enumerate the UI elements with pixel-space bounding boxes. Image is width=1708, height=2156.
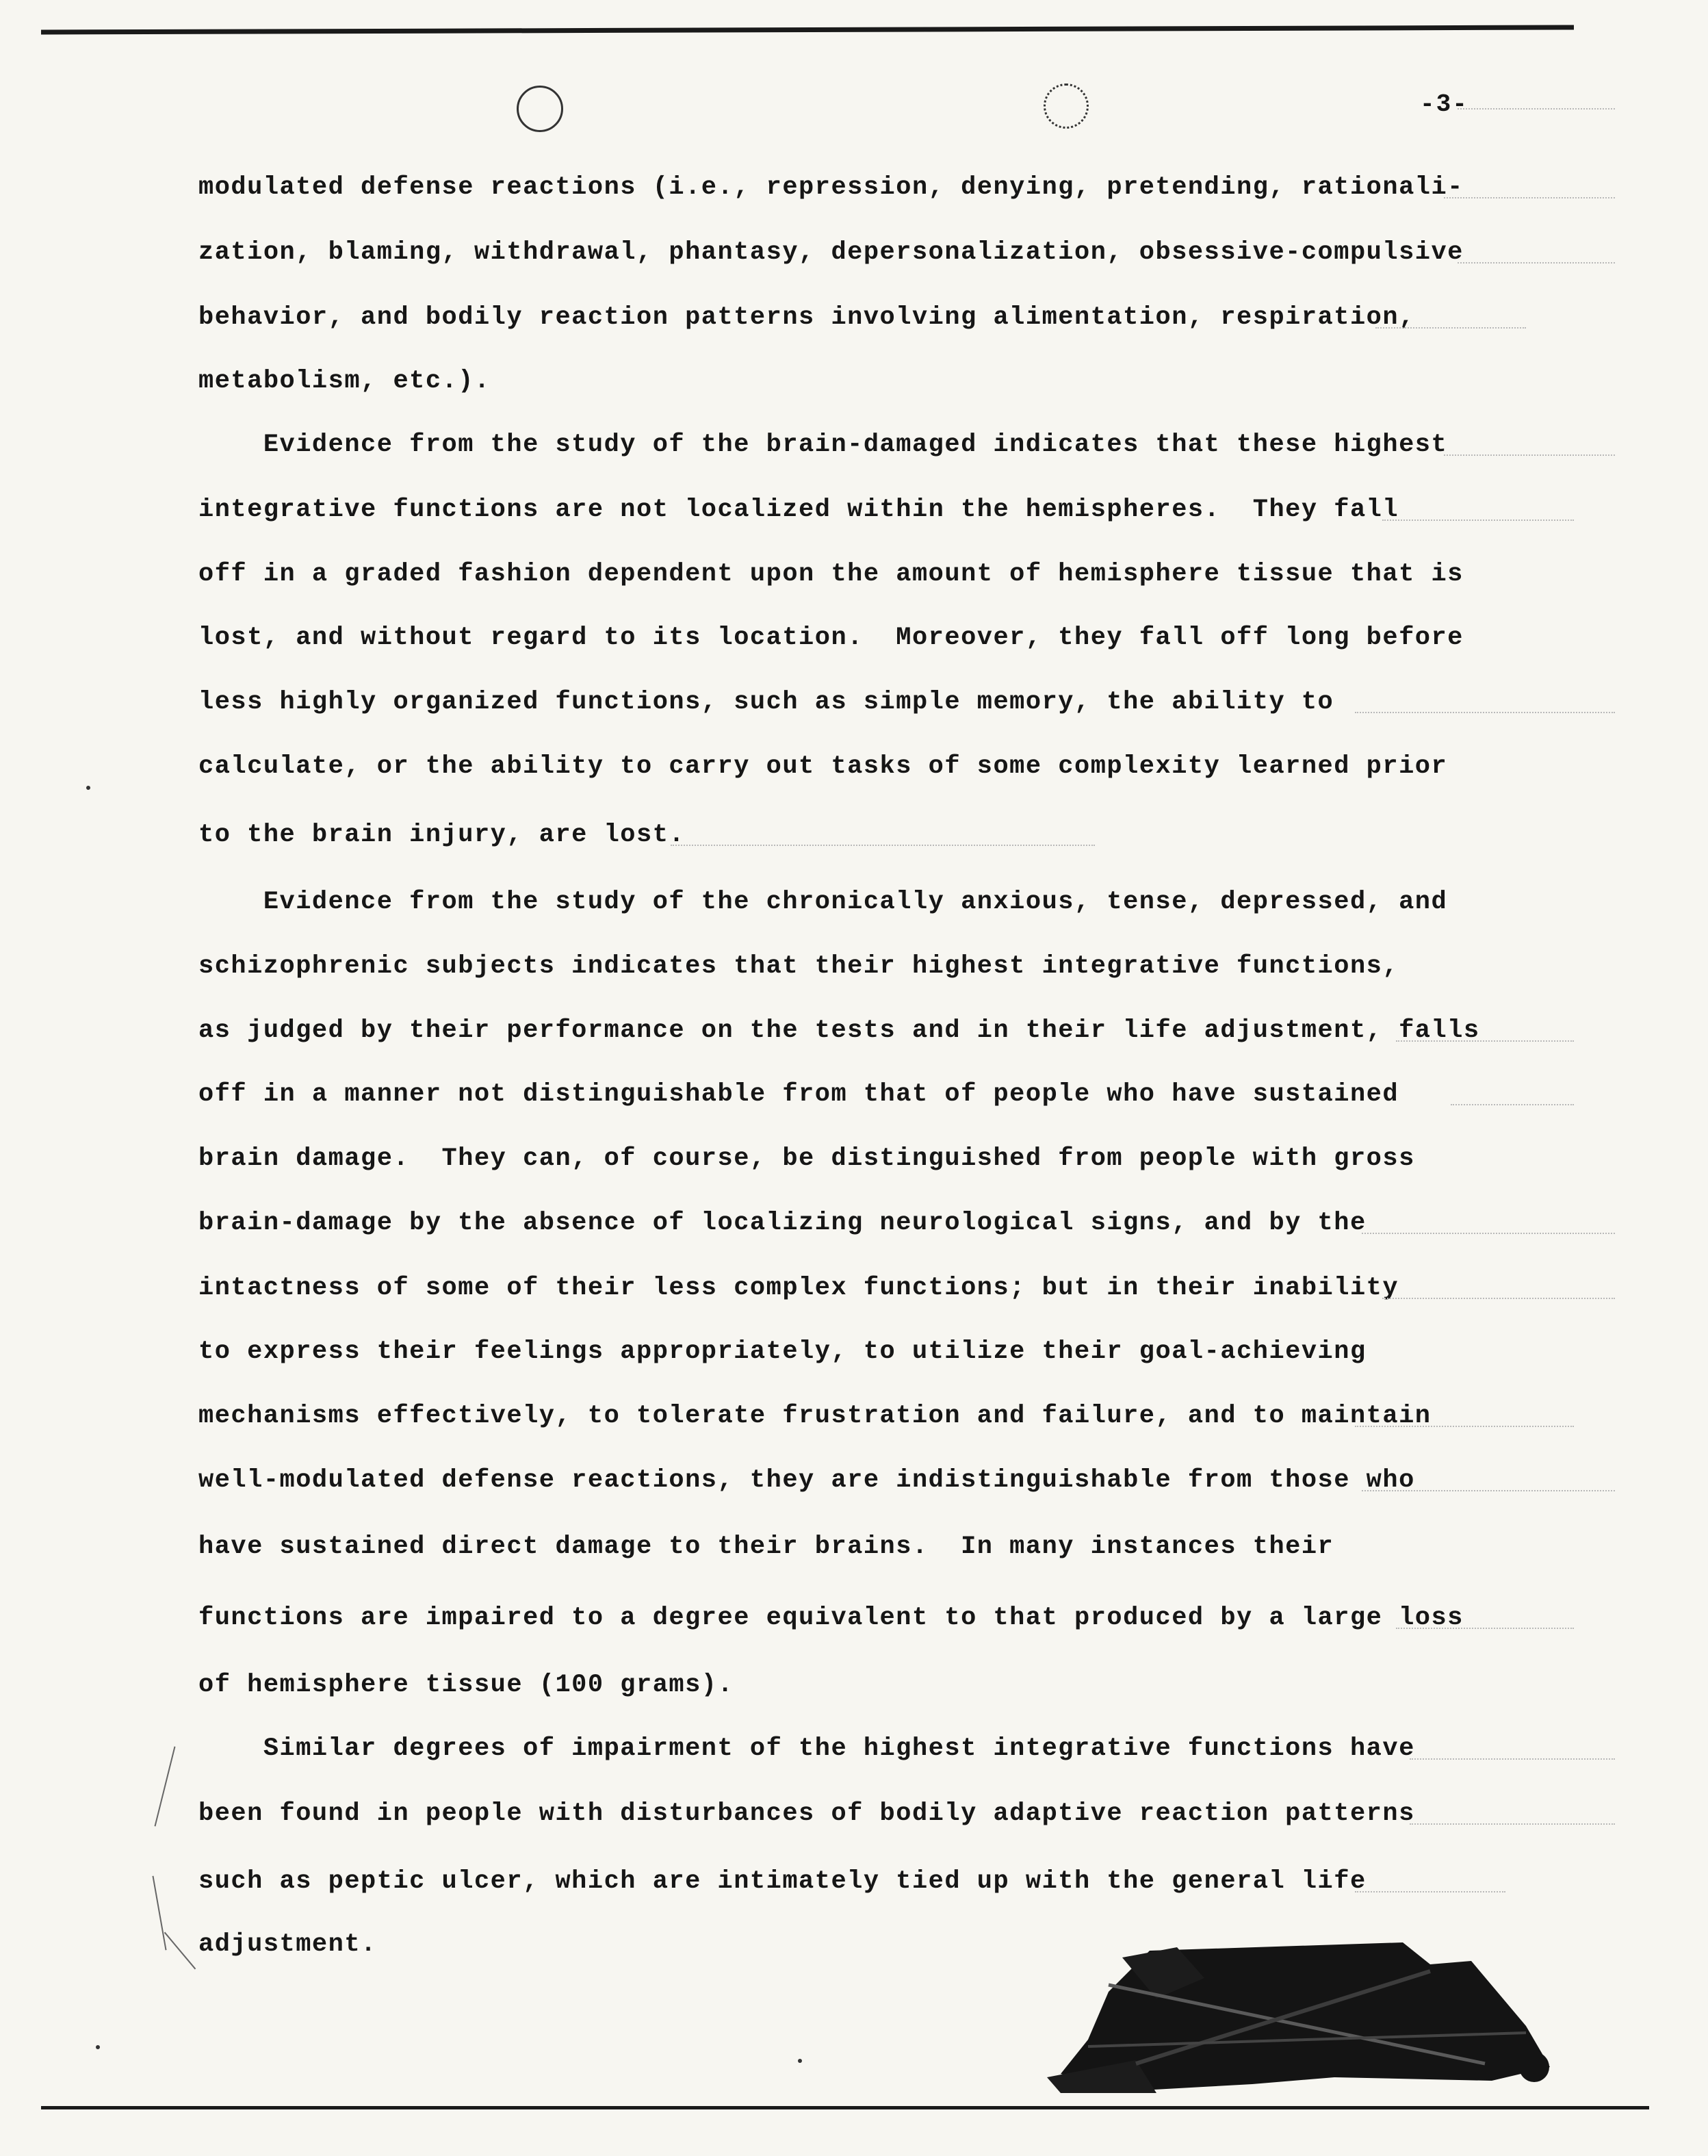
faint-guide-line — [1355, 1426, 1574, 1427]
faint-guide-line — [1362, 1490, 1615, 1491]
text-line: lost, and without regard to its location. Moreover, they fall off long before — [198, 624, 1464, 652]
text-line: mechanisms effectively, to tolerate frustration and failure, and to maintain — [198, 1402, 1432, 1430]
faint-guide-line — [1451, 1104, 1574, 1105]
text-line: Evidence from the study of the chronically anxious, tense, depressed, and — [198, 888, 1448, 916]
header-guide-line — [1458, 108, 1615, 110]
faint-guide-line — [1458, 262, 1615, 264]
faint-guide-line — [1444, 197, 1615, 198]
margin-speck — [798, 2059, 802, 2063]
margin-speck — [86, 786, 90, 790]
text-line: such as peptic ulcer, which are intimately tied up with the general life — [198, 1867, 1367, 1896]
text-line: off in a manner not distinguishable from that of people who have sustained — [198, 1080, 1399, 1109]
faint-guide-line — [1396, 1628, 1574, 1629]
text-line: to express their feelings appropriately, to utilize their goal-achieving — [198, 1337, 1367, 1366]
text-line: off in a graded fashion dependent upon the amount of hemisphere tissue that is — [198, 560, 1464, 589]
margin-mark — [164, 1932, 196, 1970]
text-line: functions are impaired to a degree equivalent to that produced by a large loss — [198, 1604, 1464, 1632]
faint-guide-line — [1382, 1298, 1615, 1299]
text-line: Evidence from the study of the brain-damaged indicates that these highest — [198, 431, 1448, 459]
text-line: have sustained direct damage to their brains. In many instances their — [198, 1532, 1334, 1561]
faint-guide-line — [1444, 454, 1615, 456]
page-number: -3- — [1420, 90, 1468, 118]
text-line: behavior, and bodily reaction patterns involving alimentation, respiration, — [198, 303, 1415, 332]
faint-guide-line — [1355, 712, 1615, 713]
text-line: well-modulated defense reactions, they are indistinguishable from those who — [198, 1466, 1415, 1495]
text-line: calculate, or the ability to carry out tasks of some complexity learned prior — [198, 752, 1448, 781]
text-line: brain damage. They can, of course, be distinguished from people with gross — [198, 1144, 1415, 1173]
text-line: less highly organized functions, such as simple memory, the ability to — [198, 688, 1334, 717]
text-line: of hemisphere tissue (100 grams). — [198, 1671, 734, 1699]
text-line: intactness of some of their less complex functions; but in their inability — [198, 1274, 1399, 1302]
faint-guide-line — [1410, 1823, 1615, 1825]
text-line: brain-damage by the absence of localizing neurological signs, and by the — [198, 1209, 1367, 1237]
text-line: as judged by their performance on the tests and in their life adjustment, falls — [198, 1016, 1480, 1045]
bottom-edge-rule — [41, 2106, 1649, 2109]
redaction-scribble — [1047, 1937, 1553, 2094]
text-line: metabolism, etc.). — [198, 367, 491, 396]
faint-guide-line — [671, 845, 1095, 846]
punch-hole-left — [517, 86, 563, 132]
text-line: adjustment. — [198, 1930, 377, 1959]
text-line: been found in people with disturbances of bodily adaptive reaction patterns — [198, 1799, 1415, 1828]
text-line: zation, blaming, withdrawal, phantasy, depersonalization, obsessive-compulsive — [198, 238, 1464, 267]
text-line: modulated defense reactions (i.e., repression, denying, pretending, rationali- — [198, 173, 1464, 202]
faint-guide-line — [1410, 1758, 1615, 1760]
margin-speck — [96, 2045, 100, 2049]
faint-guide-line — [1362, 1233, 1615, 1234]
faint-guide-line — [1375, 327, 1526, 329]
punch-hole-right — [1044, 84, 1089, 129]
faint-guide-line — [1355, 1891, 1505, 1892]
text-line: integrative functions are not localized within the hemispheres. They fall — [198, 496, 1399, 524]
margin-mark — [155, 1747, 176, 1827]
faint-guide-line — [1396, 1040, 1574, 1042]
text-line: to the brain injury, are lost. — [198, 821, 686, 849]
margin-mark — [152, 1876, 166, 1951]
text-line: schizophrenic subjects indicates that their highest integrative functions, — [198, 952, 1399, 981]
faint-guide-line — [1382, 519, 1574, 521]
top-edge-rule — [41, 25, 1574, 34]
text-line: Similar degrees of impairment of the highest integrative functions have — [198, 1734, 1415, 1763]
